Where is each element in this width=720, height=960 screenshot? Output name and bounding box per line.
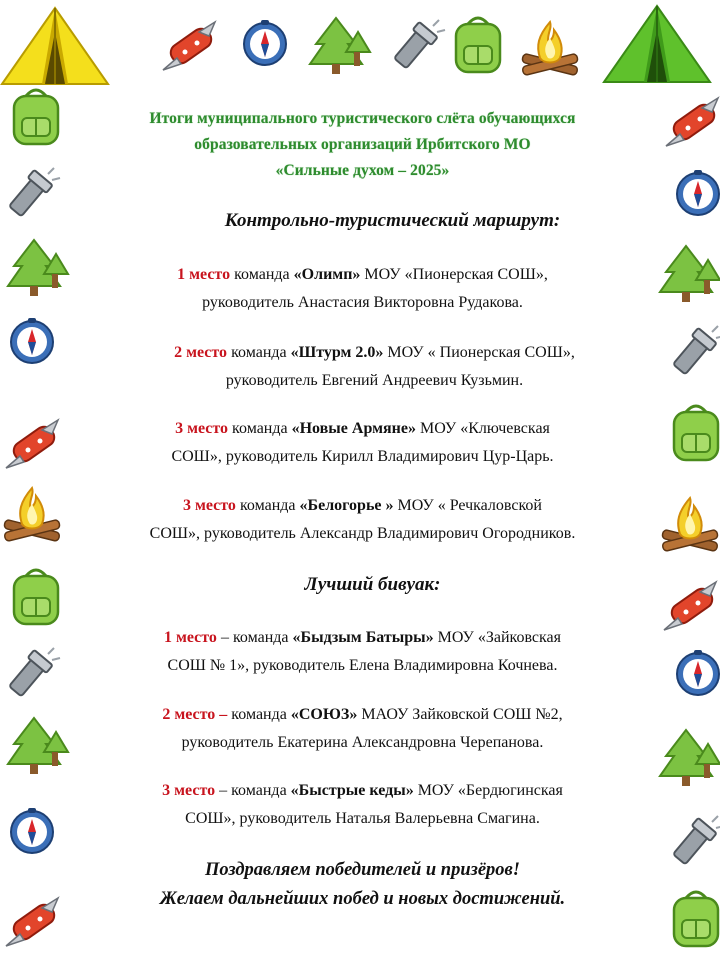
result-entry [70, 777, 655, 833]
compass-icon [244, 20, 286, 65]
backpack-icon [674, 406, 718, 460]
leader-line: СОШ», руководитель Наталья Валерьевна Смагина. [185, 810, 540, 827]
backpack-icon [14, 90, 58, 144]
tree-icon [8, 240, 68, 296]
team-name: «Белогорье » [299, 497, 394, 514]
congrats-line-2: Желаем дальнейших побед и новых достижений. [159, 889, 566, 909]
organization: МАОУ Зайковской СОШ №2, [357, 706, 563, 723]
team-name: «Штурм 2.0» [290, 344, 384, 361]
dash: – [216, 629, 229, 646]
pocket-knife-icon [664, 582, 716, 630]
team-word: команда [227, 782, 291, 799]
tree-icon [310, 18, 370, 74]
tent-icon [604, 6, 710, 82]
leader-line: руководитель Екатерина Александровна Черепанова. [181, 734, 544, 751]
pocket-knife-icon [6, 898, 58, 946]
team-name: «Новые Армяне» [291, 420, 416, 437]
pocket-knife-icon [666, 98, 718, 146]
organization: МОУ «Ключевская [415, 420, 550, 437]
team-word: команда [227, 344, 291, 361]
tree-icon [8, 718, 68, 774]
compass-icon [11, 808, 53, 853]
result-entry [70, 624, 655, 680]
place-label: 2 место [174, 344, 228, 361]
title-line-1: Итоги муниципального туристического слёта обучающихся [149, 110, 576, 127]
place-label: 3 место [162, 782, 216, 799]
team-name: «Олимп» [293, 266, 361, 283]
flashlight-icon [6, 168, 60, 219]
organization: МОУ « Пионерская СОШ», [383, 344, 575, 361]
organization: МОУ «Бердюгинская [413, 782, 563, 799]
team-name: «Быстрые кеды» [290, 782, 414, 799]
team-word: команда [228, 420, 292, 437]
team-name: «Быдзым Батыры» [292, 629, 434, 646]
dash: – [215, 782, 228, 799]
campfire-icon [4, 488, 61, 542]
pocket-knife-icon [163, 22, 215, 70]
section-heading-route: Контрольно-туристический маршрут: [224, 210, 561, 231]
compass-icon [677, 650, 719, 695]
campfire-icon [662, 498, 719, 552]
result-entry [70, 492, 655, 548]
place-label: 1 место [177, 266, 231, 283]
leader-line: СОШ», руководитель Александр Владимирович Огородников. [149, 525, 576, 542]
organization: МОУ «Пионерская СОШ», [360, 266, 548, 283]
campfire-icon [522, 22, 579, 76]
pocket-knife-icon [6, 420, 58, 468]
place-label: 1 место [163, 629, 217, 646]
leader-line: СОШ», руководитель Кирилл Владимирович Цур-Царь. [171, 448, 554, 465]
compass-icon [11, 318, 53, 363]
backpack-icon [674, 892, 718, 946]
title-line-3: «Сильные духом – 2025» [275, 162, 450, 179]
dash: – [215, 706, 228, 723]
backpack-icon [456, 18, 500, 72]
leader-line: СОШ № 1», руководитель Елена Владимировна Кочнева. [167, 657, 558, 674]
leader-line: руководитель Анастасия Викторовна Рудакова. [202, 294, 523, 311]
leader-line: руководитель Евгений Андреевич Кузьмин. [225, 372, 524, 389]
team-word: команда [228, 629, 293, 646]
result-entry [70, 415, 655, 471]
team-word: команда [230, 266, 294, 283]
flashlight-icon [6, 648, 60, 699]
place-label: 3 место [182, 497, 236, 514]
result-entry [82, 339, 667, 395]
congrats-line-1: Поздравляем победителей и призёров! [204, 860, 521, 880]
team-name: «СОЮЗ» [290, 706, 358, 723]
tree-icon [660, 246, 720, 302]
flashlight-icon [670, 326, 720, 377]
backpack-icon [14, 570, 58, 624]
result-entry [70, 261, 655, 317]
tent-icon [2, 8, 108, 84]
place-label: 2 место [162, 706, 216, 723]
title-line-2: образовательных организаций Ирбитского МО [194, 136, 531, 153]
organization: МОУ «Зайковская [433, 629, 562, 646]
place-label: 3 место [175, 420, 229, 437]
team-word: команда [235, 497, 300, 514]
team-word: команда [227, 706, 291, 723]
section-heading-bivouac: Лучший бивуак: [304, 574, 441, 595]
compass-icon [677, 170, 719, 215]
result-entry [70, 701, 655, 757]
organization: МОУ « Речкаловской [393, 497, 542, 514]
tree-icon [660, 730, 720, 786]
flashlight-icon [391, 20, 445, 71]
flashlight-icon [670, 816, 720, 867]
